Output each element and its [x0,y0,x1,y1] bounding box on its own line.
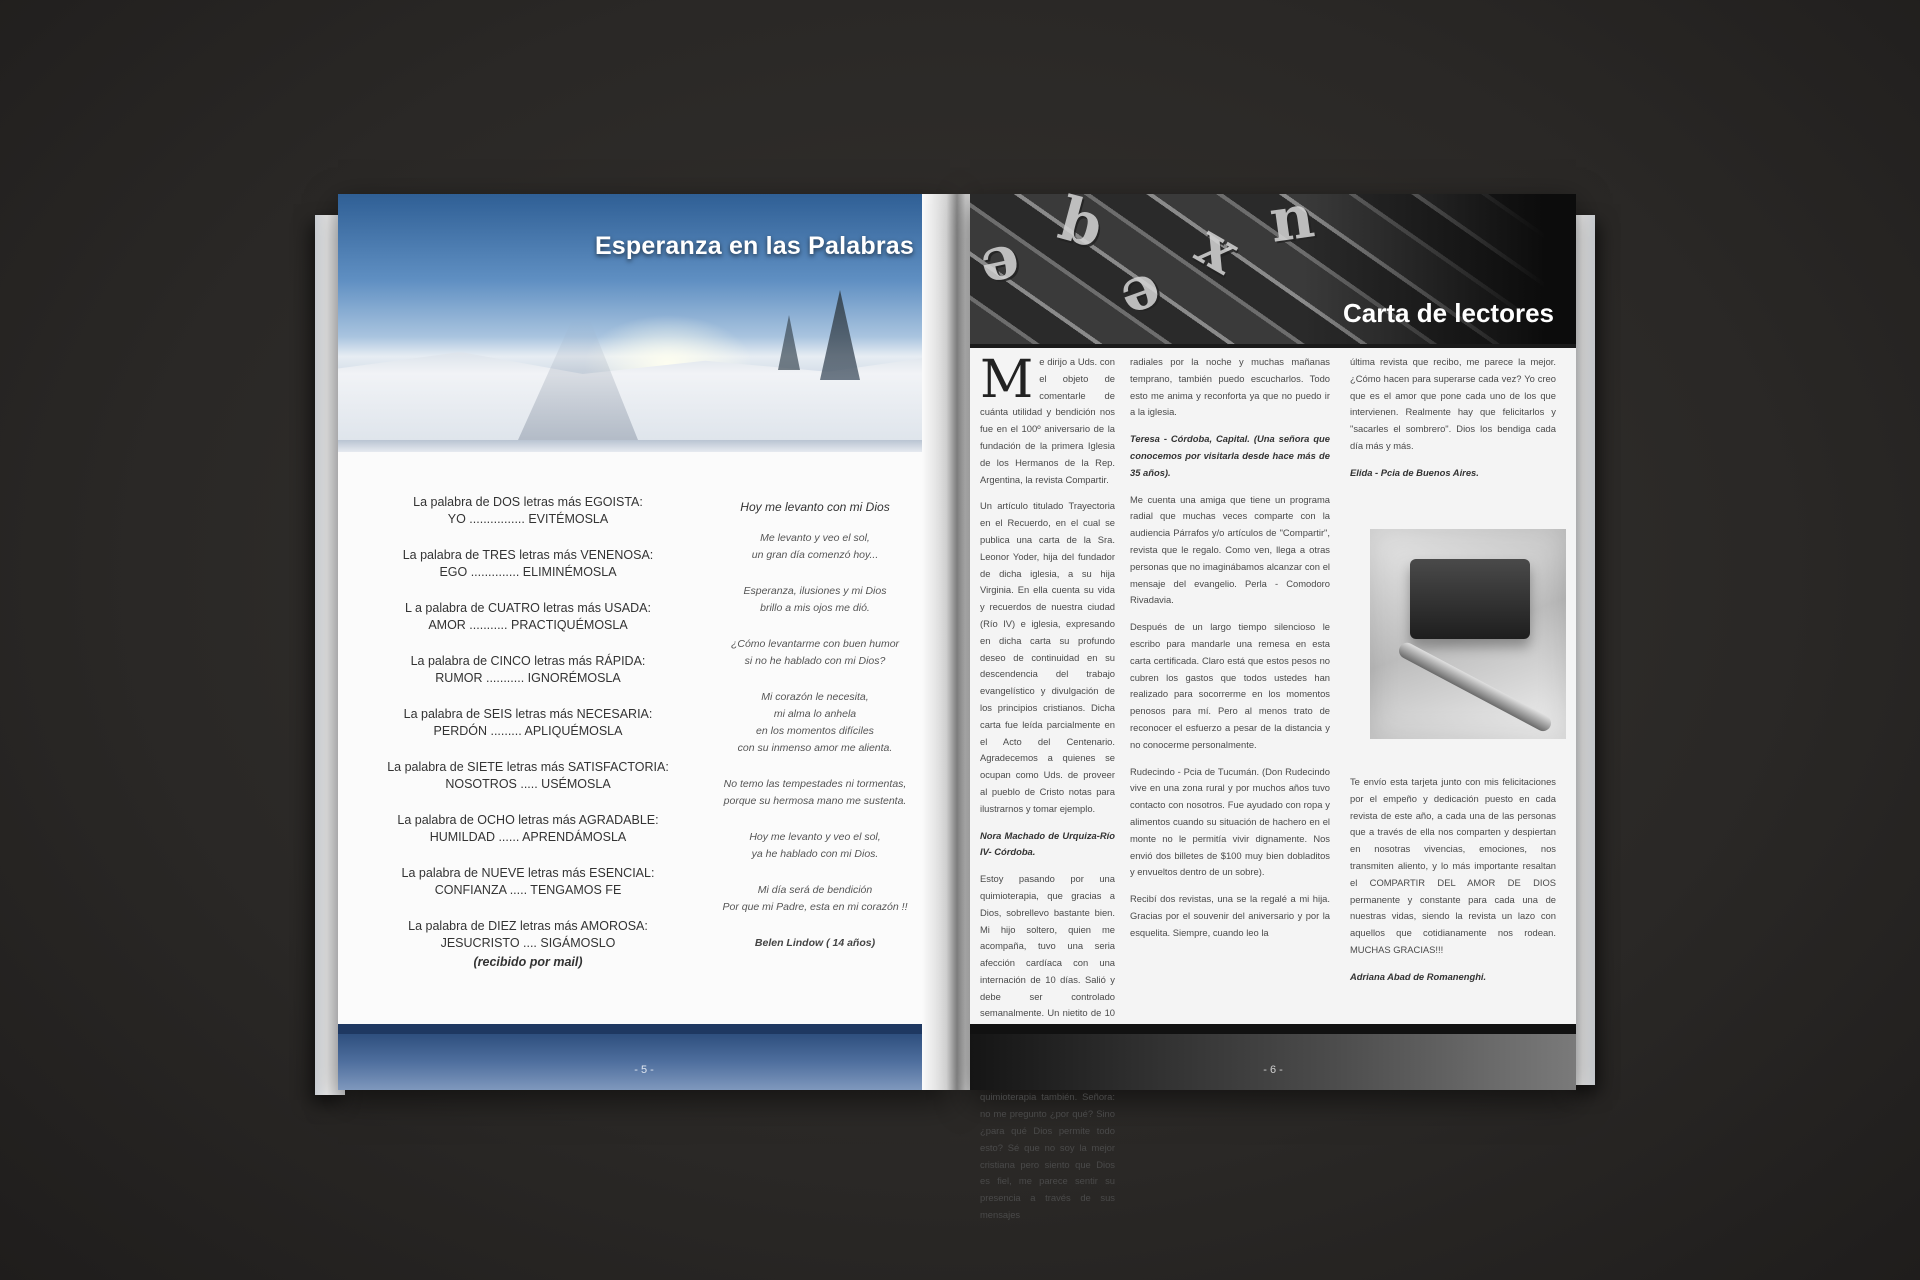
word-line: RUMOR ........... IGNORÉMOSLA [435,671,621,685]
word-line: CONFIANZA ..... TENGAMOS FE [434,883,622,897]
word-line: EGO .............. ELIMINÉMOSLA [439,565,617,579]
letter-paragraph: Estoy pasando por una quimioterapia, que gracias a Dios, sobrellevo bastante bien. Mi hijo soltero, quien me acompaña, tuvo una seria afección cardíaca con una internación de 10 días. Salió y debe ser controlado semanalmente. Un nietito de 10 quimioterapia también. Señora: no me pregunto ¿por qué? Sino ¿para qué Dios permite todo esto? Sé que no soy la mejor cristiana pero siento que Dios es fiel, me parece sentir su presencia a través de sus mensajes [980,873,1115,1221]
poem-stanza [710,776,920,810]
word-line: La palabra de DIEZ letras más AMOROSA: [408,919,648,933]
poem-line: un gran día comenzó hoy... [751,549,879,561]
word-pair [378,865,678,899]
left-page [338,194,950,1090]
poem-stanza [710,583,920,617]
open-magazine [310,181,1600,1221]
poem-line: Hoy me levanto y veo el sol, [749,831,881,843]
word-line: La palabra de SEIS letras más NECESARIA: [403,707,653,721]
word-pair [378,706,678,740]
poem [710,499,920,952]
letter-paragraph: Me cuenta una amiga que tiene un programa radial que muchas veces comparte con la audiencia Párrafos y/o artículos de "Compartir", revista que le regalo. Como ven, llega a otras personas que no imaginábamos alcanzar con el mensaje del evangelio. Perla - Comodoro Rivadavia. [1130,493,1330,606]
word-line: L a palabra de CUATRO letras más USADA: [405,601,651,615]
header-band [338,440,950,452]
right-page-title: Carta de lectores [1343,298,1554,328]
word-line: La palabra de DOS letras más EGOISTA: [413,495,643,509]
letters-column-3-bottom [1350,774,1556,996]
word-pair [378,918,678,952]
word-pair [378,812,678,846]
word-line: NOSOTROS ..... USÉMOSLA [445,777,611,791]
letter-signature: Nora Machado de Urquiza-Río IV- Córdoba. [980,829,1115,858]
word-pair [378,547,678,581]
right-footer-band [970,1030,1576,1090]
word-line: JESUCRISTO .... SIGÁMOSLO [440,936,616,950]
letterpress-type-image: ə b ǝ x n Carta de lectores [970,194,1576,344]
poem-stanza [710,636,920,670]
poem-line: ¿Cómo levantarme con buen humor [730,638,900,650]
letter-signature: Elida - Pcia de Buenos Aires. [1350,466,1479,478]
letters-column-3-top [1350,354,1556,492]
right-page [970,181,1576,1221]
poem-line: con su inmenso amor me alienta. [737,742,893,754]
word-line: YO ................ EVITÉMOSLA [447,512,609,526]
poem-line: Mi corazón le necesita, [761,691,869,703]
word-line: La palabra de SIETE letras más SATISFACTORIA: [387,760,669,774]
word-pair [378,759,678,793]
poem-stanza [710,882,920,916]
letter-paragraph: Me dirijo a Uds. con el objeto de comentarle de cuánta utilidad y bendición nos fue en el 100º aniversario de la fundación de la primera Iglesia de los Hermanos de la Rep. Argentina, la revista Compartir. [980,350,1115,485]
letter-paragraph: Un artículo titulado Trayectoria en el Recuerdo, en el cual se publica una carta de la Sra. Leonor Yoder, hija del fundador de dicha iglesia, a su hija Virginia. En ella cuenta su vida y recuerdos de nuestra ciudad (Río IV) e iglesia, expresando en dicha carta su profundo deseo de continuidad en su descendencia del trabajo evangelístico y divulgación de los principios cristianos. Dicha carta fue leída parcialmente en el Acto del Centenario. Agradecemos a quienes se ocupan como Uds. de proveer al pueblo de Cristo notas para ilustrarnos y tomar ejemplo. [980,500,1115,814]
poem-line: Esperanza, ilusiones y mi Dios [743,585,887,597]
word-line: La palabra de NUEVE letras más ESENCIAL: [401,866,655,880]
letter-paragraph: radiales por la noche y muchas mañanas temprano, también puedo escucharlos. Todo esto me anima y reconforta ya que no puedo ir a la iglesia. [1130,356,1330,418]
letter-signature: Adriana Abad de Romanenghi. [1350,970,1487,982]
letter-paragraph: Recibí dos revistas, una se la regalé a mi hija. Gracias por el souvenir del aniversario y por la esquelita. Siempre, cuando leo la [1130,893,1330,938]
poem-line: No temo las tempestades ni tormentas, [723,778,907,790]
left-page-title: Esperanza en las Palabras [594,232,914,260]
poem-line: porque su hermosa mano me sustenta. [723,795,907,807]
word-line: La palabra de TRES letras más VENENOSA: [402,548,654,562]
letter-paragraph: Después de un largo tiempo silencioso le escribo para mandarle una remesa en esta carta certificada. Claro está que estos pesos no cubren los gastos que todos ustedes han realizado para socorrerme en los momentos penosos para mí. Pero al menos trato de reconocer el esfuerzo a pesar de la distancia y no conocerme personalmente. [1130,621,1330,750]
letter-paragraph: Rudecindo - Pcia de Tucumán. (Don Rudecindo vive en una zona rural y por muchos años tuvo contacto con nosotros. Fue ayudado con ropa y alimentos cuando su situación de hachero en el monte no le permitía vivir dignamente. Nos envió dos billetes de $100 muy bien dobladitos y envueltos dentro de un sobre). [1130,765,1330,878]
poem-line: Mi día será de bendición [757,884,873,896]
word-line: La palabra de CINCO letras más RÁPIDA: [410,654,646,668]
poem-line: ya he hablado con mi Dios. [751,848,879,860]
letter-paragraph: última revista que recibo, me parece la mejor. ¿Cómo hacen para superarse cada vez? Yo creo que es el amor que pone cada uno de los que intervienen. Realmente hay que felicitarlos y "sacarles el sombrero". Dios los bendiga cada día más y más. [1350,356,1556,451]
letter-signature: Teresa - Córdoba, Capital. (Una señora que conocemos por visitarla desde hace más de 35 años). [1130,433,1330,478]
letters-column-2 [1130,354,1330,952]
poem-line: Me levanto y veo el sol, [760,532,870,544]
poem-line: mi alma lo anhela [773,708,857,720]
word-pair [378,600,678,634]
poem-stanza [710,829,920,863]
poem-line: si no he hablado con mi Dios? [744,655,886,667]
letter-paragraph: Te envío esta tarjeta junto con mis felicitaciones por el empeño y dedicación puesto en cada revista de este año, a cada una de las personas que a través de ella nos comparten y despiertan en nosotras vivencias, emociones, nos transmiten aliento, y lo más importante resaltan el COMPARTIR DEL AMOR DE DIOS permanente y constante para cada una de nuestras vidas, siendo la revista un lazo con aquellos que cotidianamente nos rodean. MUCHAS GRACIAS!!! [1350,776,1556,955]
poem-line: en los momentos difíciles [756,725,874,737]
poem-stanza [710,530,920,564]
word-pair [378,653,678,687]
mail-note: (recibido por mail) [473,955,583,969]
word-pair [378,494,678,528]
poem-author: Belen Lindow ( 14 años) [754,937,876,949]
page-number-5: - 5 - [634,1064,654,1076]
word-line: AMOR ........... PRACTIQUÉMOSLA [428,618,628,632]
letters-column-1 [980,350,1115,1234]
poem-stanza [710,689,920,757]
words-list [378,494,678,971]
fountain-pen-image [1370,529,1566,739]
snow-landscape-image [338,194,950,440]
poem-line: brillo a mis ojos me dió. [760,602,870,614]
drop-cap: M [980,350,1034,410]
page-number-6: - 6 - [1263,1064,1283,1076]
left-footer-band [338,1030,950,1090]
poem-title: Hoy me levanto con mi Dios [740,500,890,514]
poem-line: Por que mi Padre, esta en mi corazón !! [722,901,908,913]
word-line: La palabra de OCHO letras más AGRADABLE: [397,813,659,827]
word-line: HUMILDAD ...... APRENDÁMOSLA [429,830,627,844]
word-line: PERDÓN ......... APLIQUÉMOSLA [433,724,623,738]
